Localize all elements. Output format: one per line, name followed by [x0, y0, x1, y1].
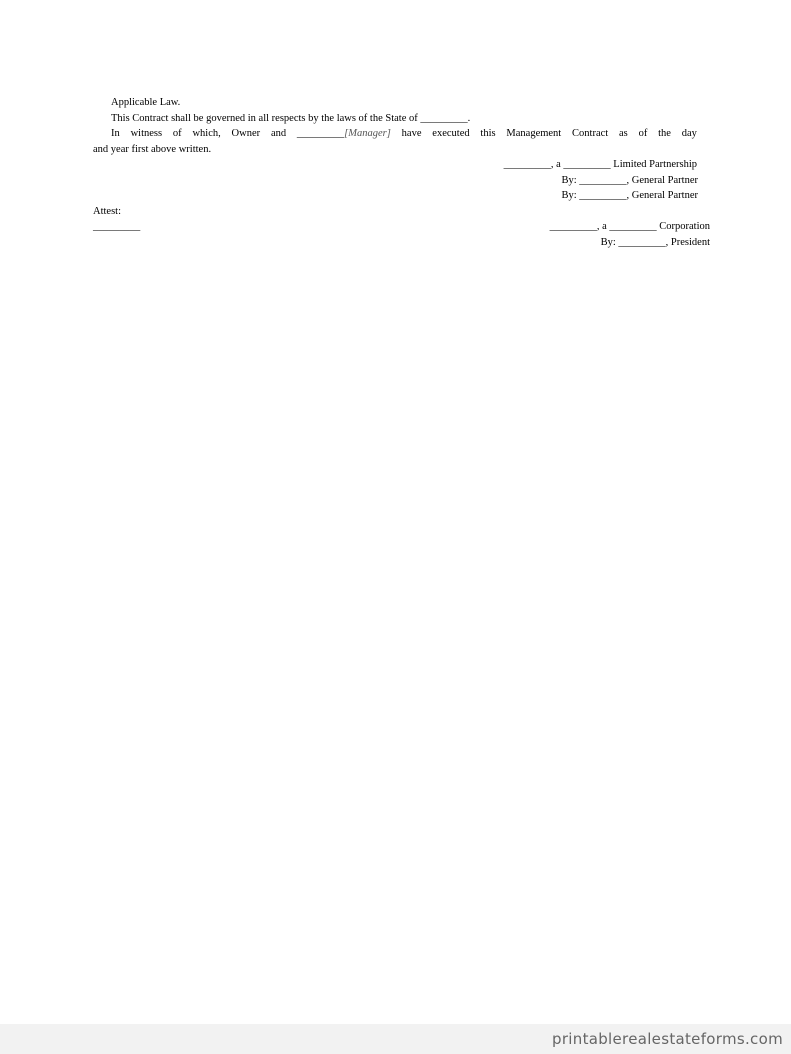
partnership-by-line-2: By: _________, General Partner — [561, 190, 698, 201]
witness-word: as — [619, 128, 628, 139]
witness-word: of — [638, 128, 648, 139]
witness-word: of — [172, 128, 182, 139]
attest-signature-blank: _________ — [93, 221, 141, 232]
manager-placeholder: [Manager] — [344, 128, 391, 139]
corporation-by-line: By: _________, President — [600, 237, 710, 248]
witness-word: Management — [506, 128, 562, 139]
manager-field — [297, 127, 391, 140]
attest-label: Attest: — [93, 206, 121, 217]
corporation-signature-line: _________, a _________ Corporation — [549, 221, 710, 232]
footer-bar — [0, 1024, 791, 1054]
witness-word: which, — [192, 128, 221, 139]
governing-law-sentence: This Contract shall be governed in all respects by the laws of the State of _________. — [111, 113, 471, 124]
witness-word: Contract — [572, 128, 609, 139]
partnership-by-line-1: By: _________, General Partner — [561, 175, 698, 186]
witness-word: Owner — [231, 128, 261, 139]
section-heading: Applicable Law. — [111, 97, 181, 108]
witness-sentence-line-1 — [111, 127, 697, 140]
witness-word: executed — [432, 128, 470, 139]
witness-word: the — [658, 128, 671, 139]
partnership-signature-line: _________, a _________ Limited Partnership — [503, 159, 697, 170]
manager-blank: _________ — [296, 128, 345, 139]
witness-word: have — [401, 128, 422, 139]
witness-sentence-line-2: and year first above written. — [93, 144, 212, 155]
footer-watermark: printablerealestateforms.com — [552, 1030, 783, 1048]
witness-word: In — [111, 128, 120, 139]
witness-word: witness — [130, 128, 163, 139]
witness-word: day — [681, 128, 697, 139]
witness-word: this — [480, 128, 496, 139]
witness-word: and — [270, 128, 287, 139]
